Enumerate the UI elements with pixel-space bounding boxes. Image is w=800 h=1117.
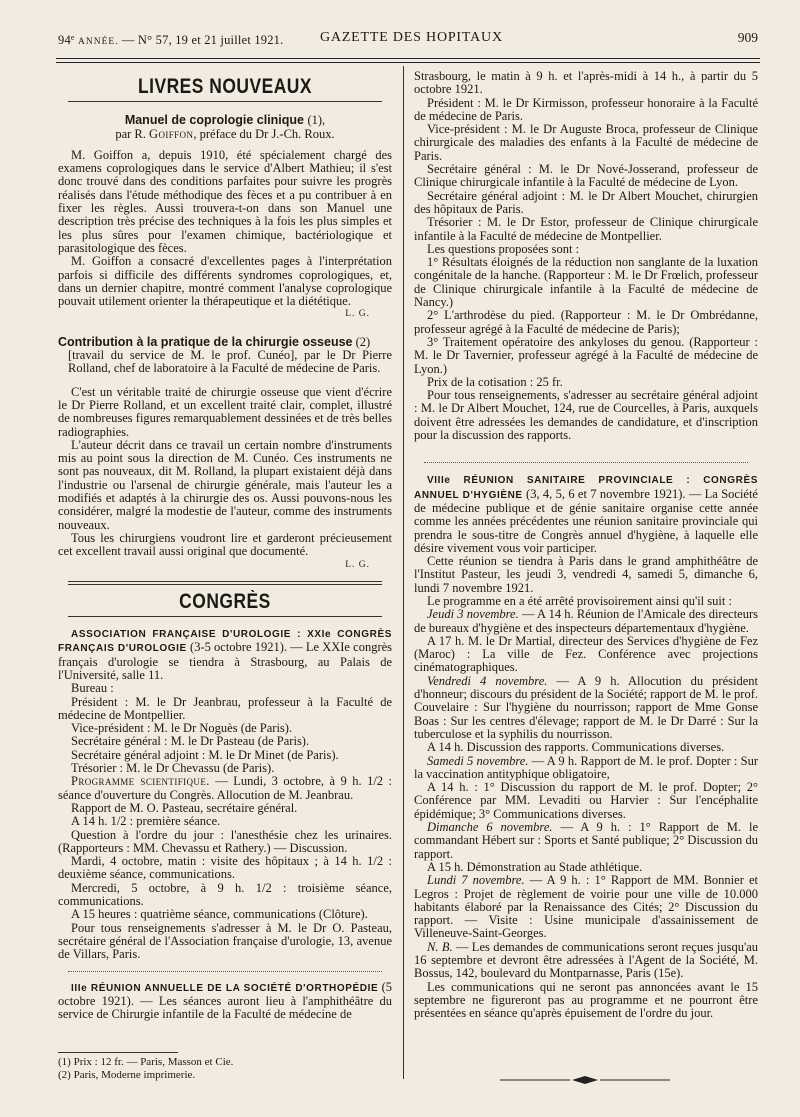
book2-title: Contribution à la pratique de la chirurgie osseuse <box>58 334 353 349</box>
book1-paragraph: M. Goiffon a, depuis 1910, été spécialement chargé des examens coprologiques dans le service d'Albert Mathieu; il s'est donc trouvé dans des conditions parfaites pour suivre les progrès réalisés dans l'étude méthodique des fèces et a pu contribuer à en fixer les règles. Aussi trouvera-t-on dans son Manuel une description très précise des techniques à la fois les plus simples et les plus sûres pour l'examen chimique, bactériologique et parasitologique des fèces. <box>58 147 392 255</box>
ortho-bureau-item: Trésorier : M. le Dr Estor, professeur de Clinique chirurgicale infantile à la Faculté de médecine de Montpellier. <box>414 215 758 243</box>
afu-heading: ASSOCIATION FRANÇAISE D'UROLOGIE : XXIe CONGRÈS FRANÇAIS D'UROLOGIE <box>58 629 392 655</box>
book1-author-pre: par R. <box>115 126 146 141</box>
hyg-day-entry <box>414 608 758 635</box>
ortho-contact: Pour tous renseignements, s'adresser au secrétaire général adjoint : M. le Dr Albert Mouchet, 124, rue de Courcelles, à Paris, auxquels doivent être adressées les demandes de candidature, et d'inscription pour la discussion des rapports. <box>414 388 758 443</box>
hyg-day-entry <box>414 861 758 874</box>
book1-paragraph: M. Goiffon a consacré d'excellentes pages à l'interprétation parfois si difficile des différents syndromes coprologiques, et, dans un dernier chapitre, montré comment l'analyse coprologique pouvait utilement orienter la thérapeutique et la diététique. <box>58 254 392 309</box>
issue-number: 94 <box>58 33 71 47</box>
book2-paragraph: Tous les chirurgiens voudront lire et garderont précieusement cet excellent travail aussi original que documenté. <box>58 530 392 559</box>
hyg-day-label: Vendredi 4 novembre. <box>427 673 548 688</box>
afu-programme-item: A 14 h. 1/2 : première séance. <box>71 814 221 829</box>
hyg-day-entry <box>414 874 758 940</box>
ortho-bureau-item: Président : M. le Dr Kirmisson, professeur honoraire à la Faculté de médecine de Paris. <box>414 95 758 123</box>
hyg-day-entry <box>414 821 758 861</box>
afu-bureau-item: Vice-président : M. le Dr Noguès (de Paris). <box>71 721 293 736</box>
livres-nouveaux-title: LIVRES NOUVEAUX <box>137 75 313 98</box>
hyg-day-text: — A 9 h. : 1° Rapport de M. le commandant Hébert sur : Sports et Santé publique; 2° Discussion du rapport. <box>414 820 759 861</box>
journal-title: GAZETTE DES HOPITAUX <box>320 30 503 45</box>
book2-paragraph: C'est un véritable traité de chirurgie osseuse que vient d'écrire le Dr Pierre Rolland, et un excellent traité clair, complet, illustré de nombreuses figures remarquablement dessinées et de très belles radiographies. <box>58 384 392 439</box>
footnote-rule <box>58 1052 178 1053</box>
hyg-day-text: — A 9 h. Rapport de M. le prof. Dopter : Sur la vaccination antityphique obligatoire, <box>414 753 758 781</box>
afu-programme-item: Pour tous renseignements s'adresser à M. le Dr O. Pasteau, secrétaire général de l'Association française d'urologie, 13, avenue de Villars, Paris. <box>58 920 392 962</box>
afu-intro <box>58 627 392 682</box>
ortho-cotisation: Prix de la cotisation : 25 fr. <box>427 374 563 389</box>
section-rule <box>68 616 382 617</box>
afu-programme-item: Question à l'ordre du jour : l'anesthésie chez les urinaires. (Rapporteurs : MM. Chevassu et Rathery.) — Discussion. <box>58 827 392 855</box>
section-rule <box>424 462 748 463</box>
issue-date: — N° 57, 19 et 21 juillet 1921. <box>121 33 284 47</box>
ortho-heading: IIIe RÉUNION ANNUELLE DE LA SOCIÉTÉ D'ORTHOPÉDIE <box>71 982 379 994</box>
afu-programme-text: — Lundi, 3 octobre, à 9 h. 1/2 : séance d'ouverture du Congrès. Allocution de M. Jeanbrau. <box>58 774 393 802</box>
footnote: (1) Prix : 12 fr. — Paris, Masson et Cie. <box>58 1056 234 1068</box>
book2-subtitle: [travail du service de M. le prof. Cunéo], par le Dr Pierre Rolland, chef de laboratoire à la Faculté de médecine de Paris. <box>68 348 392 376</box>
right-column <box>414 70 758 1020</box>
book1-title <box>58 114 392 127</box>
page-number: 909 <box>737 30 758 45</box>
ortho-bureau-item: Secrétaire général adjoint : M. le Dr Albert Mouchet, chirurgien des hôpitaux de Paris. <box>414 188 758 216</box>
ortho-question: 1° Résultats éloignés de la réduction non sanglante de la luxation congénitale de la hanche. (Rapporteur : M. le Dr Frœlich, professeur de Clinique chirurgicale infantile à la Faculté de médecine de Nancy.) <box>414 255 758 310</box>
book1-signature: L. G. <box>345 309 370 320</box>
ortho-question: 3° Traitement opératoire des ankyloses du genou. (Rapporteur : M. le Dr Tavernier, professeur agrégé à la Faculté de médecine de Lyon.) <box>414 334 758 376</box>
hyg-day-text: — A 9 h. Allocution du président d'honneur; discours du président de la Société; rapport de M. le prof. Couvelaire : Sur l'hygiène du nourrisson; rapport de Mme Gonse Boas : Sur les centres d'élevage; rapport de M. le Dr Darré : Sur la tuberculose et la syphilis du nourrisson. <box>414 673 759 741</box>
section-rule <box>68 971 382 972</box>
afu-bureau-item: Trésorier : M. le Dr Chevassu (de Paris). <box>71 761 275 776</box>
book2-signature: L. G. <box>345 559 370 570</box>
hyg-day-label: Jeudi 3 novembre. <box>427 607 519 622</box>
hyg-paragraph: Cette réunion se tiendra à Paris dans le grand amphithéâtre de l'Institut Pasteur, les jeudi 3, vendredi 4, samedi 5, dimanche 6, lundi 7 novembre 1921. <box>414 554 758 595</box>
book1-author <box>58 128 392 141</box>
hyg-day-text: A 14 h. : 1° Discussion du rapport de M. le prof. Dopter; 2° Conférence par MM. Levaditi ou Harvier : Sur l'encéphalite épidémique; 3° Communications diverses. <box>414 780 758 821</box>
hyg-day-text: — A 9 h. : 1° Rapport de MM. Bonnier et Legros : Projet de règlement de voirie pour une ville de 10.000 habitants élaboré par la Renaissance des Cités; 2° Discussion du rapport. — Visite : Usine municipale d'assainissement de Villeneuve-Saint-Georges. <box>414 873 758 941</box>
hyg-heading: VIIIe RÉUNION SANITAIRE PROVINCIALE : CONGRÈS ANNUEL D'HYGIÈNE <box>414 475 758 501</box>
afu-programme-item: Rapport de M. O. Pasteau, secrétaire général. <box>71 800 298 815</box>
section-rule <box>68 581 382 585</box>
book1-author-post: , préface du Dr J.-Ch. Roux. <box>193 126 335 141</box>
section-rule <box>68 101 382 102</box>
ortho-questions-label: Les questions proposées sont : <box>427 241 580 256</box>
afu-bureau-item: Secrétaire général adjoint : M. le Dr Minet (de Paris). <box>71 747 339 762</box>
column-divider <box>403 66 404 1079</box>
hyg-day-entry <box>414 635 758 675</box>
book2-heading <box>58 336 392 349</box>
hyg-day-entry <box>414 781 758 821</box>
book2-paragraph: L'auteur décrit dans ce travail un certain nombre d'instruments mis au point sous la direction de M. Cunéo. Ces instruments ne sont pas nouveaux, dit M. Rolland, la plupart existaient déjà dans l'industrie ou l'arsenal de chirurgie générale, mais l'auteur les a modifiés et adaptés à la chirurgie des os. Aussi pouvons-nous les considérer, malgré la modestie de l'auteur, comme des instruments nouveaux. <box>58 437 392 532</box>
ortho-continued: Strasbourg, le matin à 9 h. et l'après-midi à 14 h., à partir du 5 octobre 1921. <box>414 69 758 97</box>
book2-note-ref: (2) <box>355 334 371 349</box>
hyg-intro-text: (3, 4, 5, 6 et 7 novembre 1921). — La Société de médecine publique et de génie sanitaire organise cette année comme les années précédentes une réunion sanitaire provinciale qui prendra le sous-titre de Congrès annuel d'hygiène, à laquelle elle désire vivement vous voir participer. <box>414 486 758 555</box>
ortho-intro-text: (5 octobre 1921). — Les séances auront lieu à l'amphithéâtre du service de Chirurgie infantile de la Faculté de médecine de <box>58 979 392 1022</box>
ortho-bureau-item: Secrétaire général : M. le Dr Nové-Josserand, professeur de Clinique chirurgicale infantile à la Faculté de médecine de Lyon. <box>414 162 758 190</box>
hyg-day-label: Lundi 7 novembre. <box>427 873 525 888</box>
hyg-day-text: A 17 h. M. le Dr Martial, directeur des Services d'hygiène de Fez (Maroc) : La ville de Fez. Conférence avec projections cinématographiques. <box>414 633 758 675</box>
afu-programme-item: Mercredi, 5 octobre, à 9 h. 1/2 : troisième séance, communications. <box>58 880 392 909</box>
issue-annee: ANNÉE. <box>78 37 119 47</box>
left-column <box>58 70 392 1021</box>
hyg-day-entry <box>414 755 758 782</box>
hyg-day-entry <box>414 741 758 754</box>
afu-bureau-item: Secrétaire général : M. le Dr Pasteau (de Paris). <box>71 734 310 749</box>
hyg-day-text: — A 14 h. Réunion de l'Amicale des directeurs de bureaux d'hygiène et des inspecteurs départementaux d'hygiène. <box>414 607 758 635</box>
header-rule <box>56 58 760 63</box>
issue-number-suffix: e <box>70 33 75 42</box>
hyg-nb-label: N. B. <box>427 939 453 954</box>
afu-programme-label: Programme scientifique. <box>71 774 210 789</box>
hyg-day-text: A 15 h. Démonstration au Stade athlétique. <box>427 859 643 874</box>
afu-bureau-label: Bureau : <box>71 681 114 696</box>
hyg-day-label: Samedi 5 novembre. <box>427 753 529 768</box>
book1-title-text: Manuel de coprologie clinique <box>124 113 304 128</box>
end-ornament-icon <box>500 1075 670 1085</box>
ortho-bureau-item: Vice-président : M. le Dr Auguste Broca, professeur de Clinique chirurgicale des maladies des enfants à la Faculté de médecine de Paris. <box>414 122 758 163</box>
footnotes <box>58 1056 392 1082</box>
hyg-day-text: A 14 h. Discussion des rapports. Communications diverses. <box>427 740 725 755</box>
hyg-intro <box>414 473 758 555</box>
hyg-nb-text: — Les demandes de communications seront reçues jusqu'au 16 septembre et devront être adressées à l'Agent de la Société, M. Bossus, 142, boulevard du Montparnasse, Paris (15e). <box>414 939 758 981</box>
hyg-nb <box>414 941 758 981</box>
hyg-final: Les communications qui ne seront pas annoncées avant le 15 septembre ne figureront pas au programme et ne pourront être présentées en séance qu'après épuisement de l'ordre du jour. <box>414 979 758 1021</box>
afu-programme <box>58 775 392 802</box>
afu-programme-item: A 15 heures : quatrième séance, communications (Clôture). <box>71 907 368 922</box>
issue-info <box>58 33 283 48</box>
hyg-paragraph: Le programme en a été arrêté provisoirement ainsi qu'il suit : <box>427 593 732 608</box>
book1-author-name: Goiffon <box>149 126 194 141</box>
ortho-question: 2° L'arthrodèse du pied. (Rapporteur : M. le Dr Ombrédanne, professeur agrégé à la Faculté de médecine de Paris); <box>414 308 758 336</box>
running-head <box>58 30 758 50</box>
hyg-day-entry <box>414 675 758 741</box>
congres-title: CONGRÈS <box>179 589 271 613</box>
afu-bureau-item: Président : M. le Dr Jeanbrau, professeur à la Faculté de médecine de Montpellier. <box>58 694 392 722</box>
book1-note-ref: (1), <box>307 113 326 128</box>
hyg-day-label: Dimanche 6 novembre. <box>427 820 553 835</box>
afu-intro-text: (3-5 octobre 1921). — Le XXIe congrès français d'urologie se tiendra à Strasbourg, au Palais de l'Université, salle 11. <box>58 640 393 682</box>
footnote: (2) Paris, Moderne imprimerie. <box>58 1069 196 1081</box>
ortho-intro <box>58 981 392 1022</box>
afu-programme-item: Mardi, 4 octobre, matin : visite des hôpitaux ; à 14 h. 1/2 : deuxième séance, communications. <box>58 854 392 882</box>
